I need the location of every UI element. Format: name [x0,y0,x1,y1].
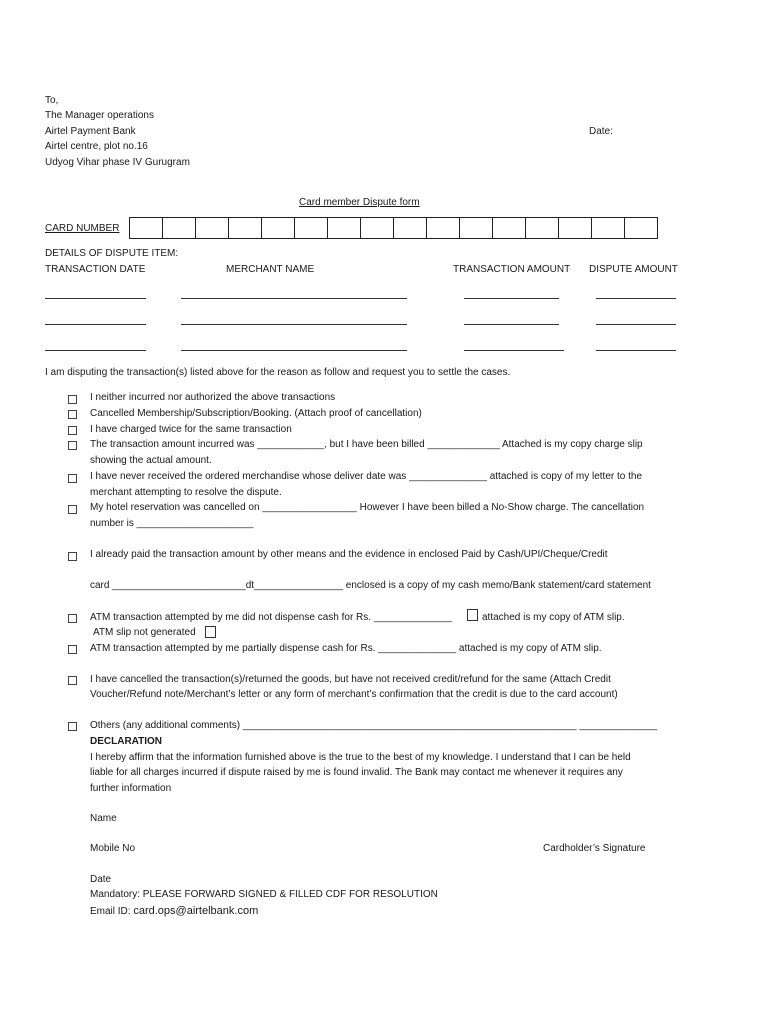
reason-refund-cont: Voucher/Refund note/Merchant’s letter or any form of merchant’s confirmation that the credit is due to the card account) [90,689,618,700]
mobile-label: Mobile No [90,843,136,854]
card-number-label: CARD NUMBER [45,223,120,234]
card-digit-cell[interactable] [162,217,196,239]
row-3-date-field[interactable] [45,350,146,351]
reason-paid-other-means: I already paid the transaction amount by other means and the evidence in enclosed Paid by Cash/UPI/Cheque/Credit [90,549,608,560]
row-2-amount-field[interactable] [464,324,559,325]
card-digit-cell[interactable] [228,217,262,239]
atm-slip-not-generated-checkbox[interactable] [205,626,216,638]
card-digit-cell[interactable] [129,217,163,239]
checkbox-icon[interactable] [68,426,77,435]
reason-cancelled-membership: Cancelled Membership/Subscription/Booking. (Attach proof of cancellation) [90,408,422,419]
card-digit-cell[interactable] [393,217,427,239]
card-digit-cell[interactable] [327,217,361,239]
card-digit-cell[interactable] [525,217,559,239]
card-digit-cell[interactable] [459,217,493,239]
reason-atm-not-dispensed-tail: attached is my copy of ATM slip. [482,612,625,623]
checkbox-icon[interactable] [68,505,77,514]
row-1-amount-field[interactable] [464,298,559,299]
checkbox-icon[interactable] [68,474,77,483]
reason-amount-mismatch-cont: showing the actual amount. [90,455,212,466]
card-digit-cell[interactable] [624,217,658,239]
column-transaction-date: TRANSACTION DATE [45,264,146,275]
reason-hotel-cancelled: My hotel reservation was cancelled on _________________ However I have been billed a No-Show charge. The cancellation [90,502,645,513]
reason-merchandise-cont: merchant attempting to resolve the dispute. [90,487,282,498]
row-2-merchant-field[interactable] [181,324,407,325]
reason-hotel-cont: number is _____________________ [90,518,254,529]
card-digit-cell[interactable] [360,217,394,239]
date-label: Date: [589,126,613,137]
mandatory-note: Mandatory: PLEASE FORWARD SIGNED & FILLED CDF FOR RESOLUTION [90,889,438,900]
declaration-line-2: liable for all charges incurred if dispute raised by me is found invalid. The Bank may contact me whenever it requires any [90,767,623,778]
card-digit-cell[interactable] [261,217,295,239]
card-digit-cell[interactable] [558,217,592,239]
signature-label: Cardholder’s Signature [543,843,646,854]
email-line [90,905,258,917]
row-1-date-field[interactable] [45,298,146,299]
column-merchant-name: MERCHANT NAME [226,264,315,275]
form-title: Card member Dispute form [299,197,420,208]
checkbox-icon[interactable] [68,410,77,419]
card-digit-cell[interactable] [195,217,229,239]
checkbox-icon[interactable] [68,395,77,404]
row-1-dispute-field[interactable] [596,298,676,299]
column-dispute-amount: DISPUTE AMOUNT [589,264,678,275]
date-footer-label: Date [90,874,112,885]
card-digit-cell[interactable] [426,217,460,239]
checkbox-icon[interactable] [68,552,77,561]
atm-slip-not-generated: ATM slip not generated [93,627,196,638]
reason-merchandise-not-received: I have never received the ordered merchandise whose deliver date was ______________ attached is copy of my letter to the [90,471,643,482]
checkbox-icon[interactable] [68,614,77,623]
checkbox-icon[interactable] [68,645,77,654]
email-label: Email ID: [90,906,131,917]
address-line-1: The Manager operations [45,110,154,121]
reason-atm-partial: ATM transaction attempted by me partially dispense cash for Rs. ______________ attached is my copy of ATM slip. [90,643,602,654]
declaration-heading: DECLARATION [90,736,163,747]
reason-others: Others (any additional comments) ____________________________________________________________ ______________ [90,720,658,731]
declaration-line-3: further information [90,783,172,794]
details-heading: DETAILS OF DISPUTE ITEM: [45,248,179,259]
row-3-merchant-field[interactable] [181,350,407,351]
checkbox-icon[interactable] [68,441,77,450]
checkbox-icon[interactable] [68,722,77,731]
address-to: To, [45,95,59,106]
row-2-dispute-field[interactable] [596,324,676,325]
row-3-amount-field[interactable] [464,350,564,351]
row-1-merchant-field[interactable] [181,298,407,299]
checkbox-icon[interactable] [68,676,77,685]
reason-charged-twice: I have charged twice for the same transaction [90,424,292,435]
address-line-4: Udyog Vihar phase IV Gurugram [45,157,190,168]
reason-paid-other-means-cont: card ________________________dt________________ enclosed is a copy of my cash memo/Bank statement/card statement [90,580,651,591]
email-address[interactable]: card.ops@airtelbank.com [133,905,259,917]
reason-amount-mismatch: The transaction amount incurred was ____________, but I have been billed _____________ Attached is my copy charge slip [90,439,643,450]
reason-refund-not-received: I have cancelled the transaction(s)/returned the goods, but have not received credit/refund for the same (Attach Credit [90,674,611,685]
card-digit-cell[interactable] [591,217,625,239]
card-digit-cell[interactable] [294,217,328,239]
row-2-date-field[interactable] [45,324,146,325]
card-digit-cell[interactable] [492,217,526,239]
address-line-2: Airtel Payment Bank [45,126,136,137]
name-label: Name [90,813,117,824]
column-transaction-amount: TRANSACTION AMOUNT [453,264,571,275]
row-3-dispute-field[interactable] [596,350,676,351]
dispute-intro: I am disputing the transaction(s) listed above for the reason as follow and request you to settle the cases. [45,367,511,378]
reason-unauthorized: I neither incurred nor authorized the above transactions [90,392,336,403]
atm-slip-checkbox[interactable] [467,609,478,621]
card-number-grid[interactable] [130,217,658,239]
declaration-line-1: I hereby affirm that the information furnished above is the true to the best of my knowledge. I understand that I can be held [90,752,631,763]
reason-atm-not-dispensed: ATM transaction attempted by me did not dispense cash for Rs. ______________ [90,612,452,623]
address-line-3: Airtel centre, plot no.16 [45,141,148,152]
